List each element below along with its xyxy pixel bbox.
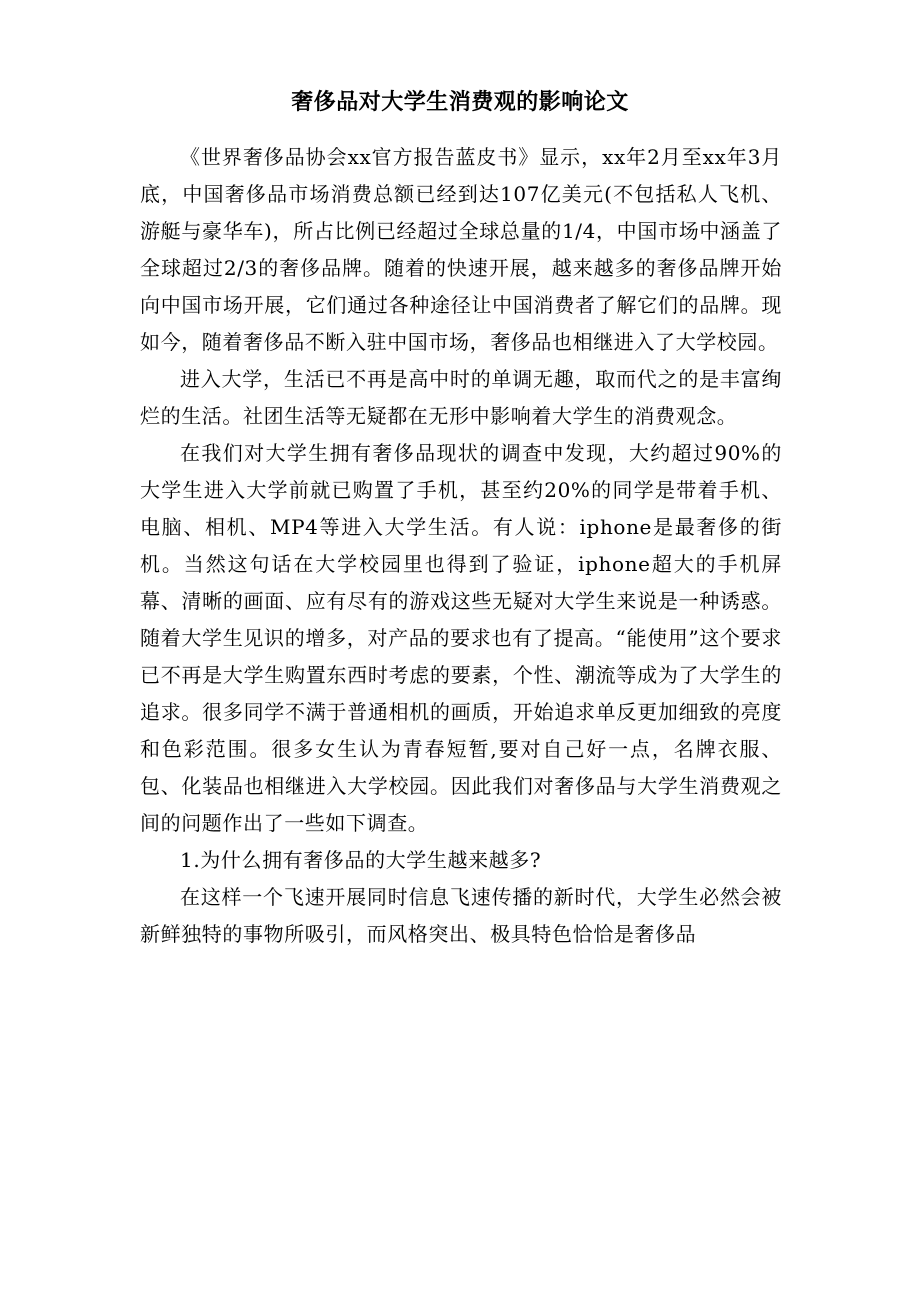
paragraph-intro: 《世界奢侈品协会xx官方报告蓝皮书》显示，xx年2月至xx年3月底，中国奢侈品市场消费总额已经到达107亿美元(不包括私人飞机、游艇与豪华车)，所占比例已经超过全球总量的1/4，中国市场中涵盖了全球超过2/3的奢侈品牌。随着的快速开展，越来越多的奢侈品牌开始向中国市场开展，它们通过各种途径让中国消费者了解它们的品牌。现如今，随着奢侈品不断入驻中国市场，奢侈品也相继进入了大学校园。 [140,145,782,354]
document-title: 奢侈品对大学生消费观的影响论文 [291,89,629,115]
paragraph-survey: 在我们对大学生拥有奢侈品现状的调查中发现，大约超过90%的大学生进入大学前就已购置了手机，甚至约20%的同学是带着手机、电脑、相机、MP4等进入大学生活。有人说：iphone是最奢侈的街机。当然这句话在大学校园里也得到了验证，iphone超大的手机屏幕、清晰的画面、应有尽有的游戏这些无疑对大学生来说是一种诱惑。随着大学生见识的增多，对产品的要求也有了提高。“能使用”这个要求已不再是大学生购置东西时考虑的要素，个性、潮流等成为了大学生的追求。很多同学不满于普通相机的画质，开始追求单反更加细致的亮度和色彩范围。很多女生认为青春短暂,要对自己好一点，名牌衣服、包、化装品也相继进入大学校园。因此我们对奢侈品与大学生消费观之间的问题作出了一些如下调查。 [140,441,782,835]
section-heading-1: 1.为什么拥有奢侈品的大学生越来越多? [180,848,542,872]
paragraph-college-life: 进入大学，生活已不再是高中时的单调无趣，取而代之的是丰富绚烂的生活。社团生活等无疑都在无形中影响着大学生的消费观念。 [140,367,782,428]
paragraph-section-1: 在这样一个飞速开展同时信息飞速传播的新时代，大学生必然会被新鲜独特的事物所吸引，而风格突出、极具特色恰恰是奢侈品 [140,885,782,946]
document-body [140,139,782,953]
